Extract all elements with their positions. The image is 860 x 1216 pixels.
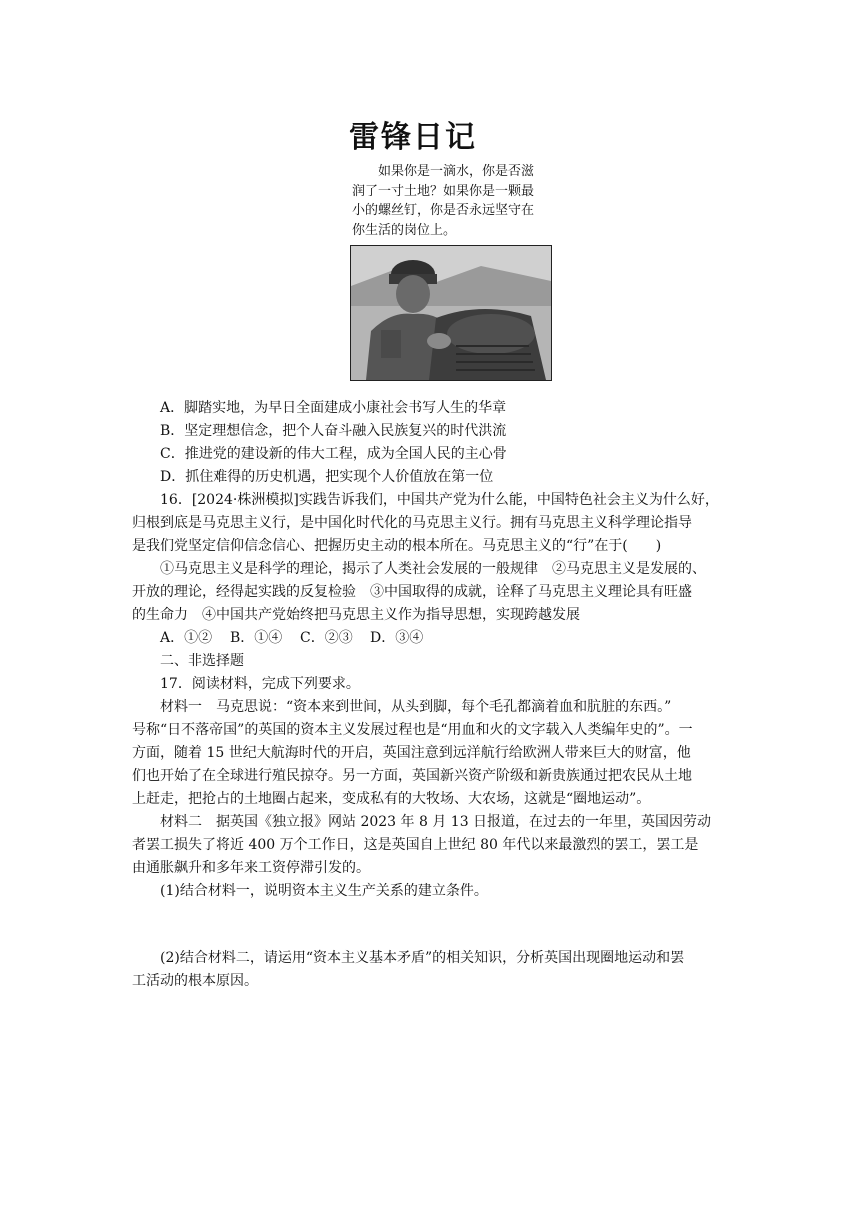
q16-stem-line: 归根到底是马克思主义行，是中国化时代化的马克思主义行。拥有马克思主义科学理论指导 xyxy=(132,515,692,531)
q17-sub2-line: 工活动的根本原因。 xyxy=(132,973,258,989)
q16-statement-line: 开放的理论，经得起实践的反复检验 ③中国取得的成就，诠释了马克思主义理论具有旺盛 xyxy=(132,584,692,600)
poster-poem xyxy=(352,162,547,240)
q17-sub2-line: (2)结合材料二，请运用“资本主义基本矛盾”的相关知识，分析英国出现圈地运动和罢 xyxy=(160,950,685,966)
material2-line: 者罢工损失了将近 400 万个工作日，这是英国自上世纪 80 年代以来最激烈的罢工，罢工是 xyxy=(132,837,699,853)
poem-line: 你生活的岗位上。 xyxy=(352,222,457,238)
q16-option-d: D．③④ xyxy=(370,630,424,646)
material1-line: 上赶走，把抢占的土地圈占起来，变成私有的大牧场、大农场，这就是“圈地运动”。 xyxy=(132,791,651,807)
q16-stem-line: 是我们党坚定信仰信念信心、把握历史主动的根本所在。马克思主义的“行”在于( ) xyxy=(132,538,662,554)
q17-intro: 17．阅读材料，完成下列要求。 xyxy=(160,676,360,692)
material1-line: 材料一 马克思说：“资本来到世间，从头到脚，每个毛孔都滴着血和肮脏的东西。” xyxy=(160,699,672,715)
q15-option-c: C．推进党的建设新的伟大工程，成为全国人民的主心骨 xyxy=(160,446,507,462)
q16-option-a: A．①② xyxy=(160,630,213,646)
material2-line: 材料二 据英国《独立报》网站 2023 年 8 月 13 日报道，在过去的一年里，英国因劳动 xyxy=(160,814,712,830)
q16-statement-line: 的生命力 ④中国共产党始终把马克思主义作为指导思想，实现跨越发展 xyxy=(132,607,580,623)
poster-title: 雷锋日记 xyxy=(349,120,477,155)
q16-options xyxy=(160,628,440,648)
material1-line: 号称“日不落帝国”的英国的资本主义发展过程也是“用血和火的文字载入人类编年史的”。一 xyxy=(132,722,693,738)
q16-option-c: C．②③ xyxy=(300,630,353,646)
q16-option-b: B．①④ xyxy=(230,630,283,646)
q15-option-b: B．坚定理想信念，把个人奋斗融入民族复兴的时代洪流 xyxy=(160,423,507,439)
poem-line: 小的螺丝钉，你是否永远坚守在 xyxy=(352,203,535,218)
q16-statement-line: ①马克思主义是科学的理论，揭示了人类社会发展的一般规律 ②马克思主义是发展的、 xyxy=(160,561,706,577)
material1-line: 方面，随着 15 世纪大航海时代的开启，英国注意到远洋航行给欧洲人带来巨大的财富，他 xyxy=(132,745,691,761)
section-heading: 二、非选择题 xyxy=(160,653,244,669)
q17-sub1: (1)结合材料一，说明资本主义生产关系的建立条件。 xyxy=(160,883,488,899)
poem-line: 如果你是一滴水，你是否滋 xyxy=(378,164,535,179)
soldier-photo xyxy=(350,245,552,381)
q15-option-d: D．抓住难得的历史机遇，把实现个人价值放在第一位 xyxy=(160,469,494,485)
material1-line: 们也开始了在全球进行殖民掠夺。另一方面，英国新兴资产阶级和新贵族通过把农民从土地 xyxy=(132,768,692,784)
q16-stem-line: 16．[2024·株洲模拟]实践告诉我们，中国共产党为什么能，中国特色社会主义为什么好， xyxy=(160,492,719,508)
q15-option-a: A．脚踏实地，为早日全面建成小康社会书写人生的华章 xyxy=(160,400,507,416)
material2-line: 由通胀飙升和多年来工资停滞引发的。 xyxy=(132,860,370,876)
poem-line: 润了一寸土地？如果你是一颗最 xyxy=(352,183,535,199)
